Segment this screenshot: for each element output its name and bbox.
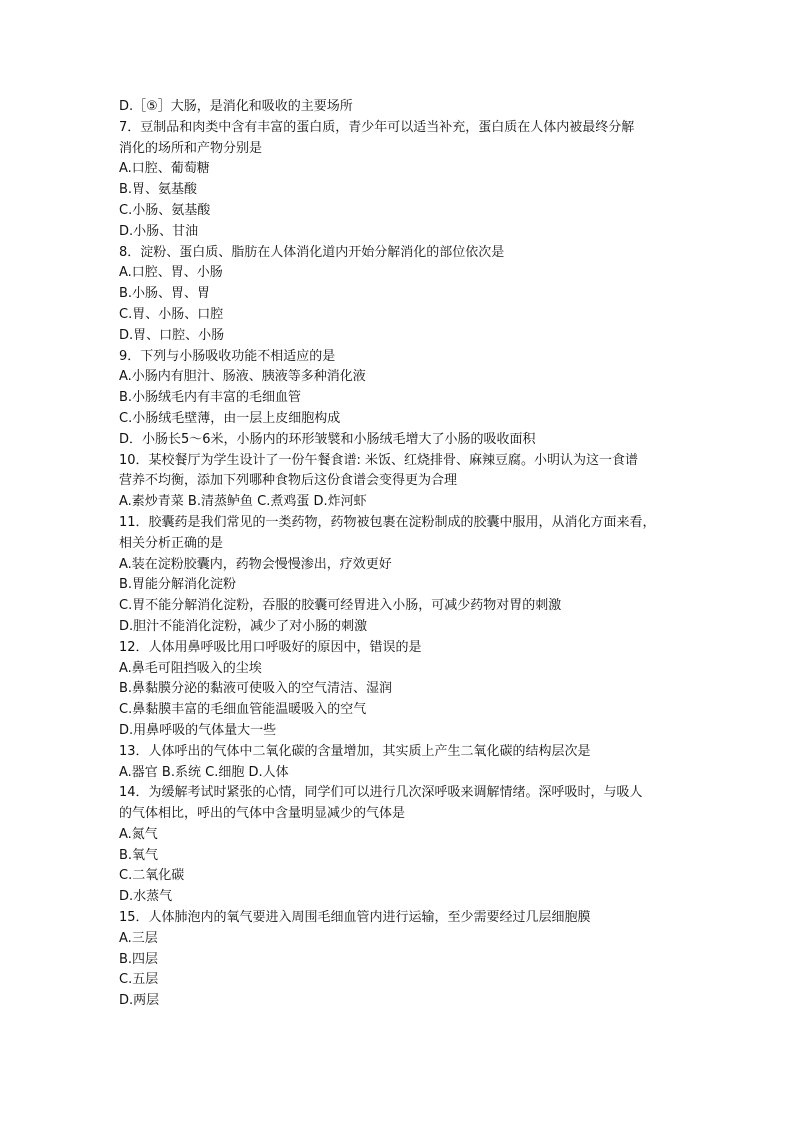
option-line: D.水蒸气 — [119, 889, 173, 905]
question-14-continuation: 的气体相比，呼出的气体中含量明显减少的气体是 — [119, 806, 406, 822]
option-line: A.器官 B.系统 C.细胞 D.人体 — [119, 764, 289, 780]
question-14-line: 14．为缓解考试时紧张的心情，同学们可以进行几次深呼吸来调解情绪。深呼吸时，与吸人 — [119, 785, 643, 801]
option-line: B.鼻黏膜分泌的黏液可使吸入的空气清洁、湿润 — [119, 681, 393, 697]
option-line: B.胃能分解消化淀粉 — [119, 577, 237, 593]
option-line: A.鼻毛可阻挡吸入的尘埃 — [119, 660, 262, 676]
option-line: A.三层 — [119, 930, 158, 946]
question-7-line: 7．豆制品和肉类中含有丰富的蛋白质，青少年可以适当补充，蛋白质在人体内被最终分解 — [119, 119, 635, 135]
option-line: C.胃、小肠、口腔 — [119, 306, 224, 322]
option-line: A.口腔、葡萄糖 — [119, 161, 210, 177]
option-line: B.小肠、胃、胃 — [119, 286, 211, 302]
option-line: D.［⑤］大肠，是消化和吸收的主要场所 — [119, 99, 353, 114]
option-line: D.胃、口腔、小肠 — [119, 327, 225, 343]
option-line: D.两层 — [119, 993, 160, 1009]
option-line: C.鼻黏膜丰富的毛细血管能温暖吸入的空气 — [119, 702, 367, 718]
option-line: A.装在淀粉胶囊内，药物会慢慢渗出，疗效更好 — [119, 556, 392, 572]
question-10-continuation: 营养不均衡，添加下列哪种食物后这份食谱会变得更为合理 — [119, 473, 458, 489]
question-9-line: 9．下列与小肠吸收功能不相适应的是 — [119, 348, 336, 364]
document-content — [119, 97, 679, 1012]
option-line: D.用鼻呼吸的气体量大一些 — [119, 722, 277, 738]
question-12-line: 12．人体用鼻呼吸比用口呼吸好的原因中，错误的是 — [119, 639, 422, 655]
option-line: B.四层 — [119, 951, 159, 967]
question-10-line: 10．某校餐厅为学生设计了一份午餐食谱: 米饭、红烧排骨、麻辣豆腐。小明认为这一食谱 — [119, 452, 639, 468]
option-line: B.氧气 — [119, 847, 159, 863]
option-line: C.小肠绒毛壁薄，由一层上皮细胞构成 — [119, 410, 341, 426]
question-11-continuation: 相关分析正确的是 — [119, 535, 224, 551]
question-7-continuation: 消化的场所和产物分别是 — [119, 140, 263, 156]
question-13-line: 13．人体呼出的气体中二氧化碳的含量增加，其实质上产生二氧化碳的结构层次是 — [119, 743, 591, 759]
question-8-line: 8．淀粉、蛋白质、脂肪在人体消化道内开始分解消化的部位依次是 — [119, 244, 505, 260]
question-11-line: 11．胶囊药是我们常见的一类药物，药物被包裹在淀粉制成的胶囊中服用，从消化方面来看， — [119, 514, 656, 530]
option-line: D．小肠长5～6米，小肠内的环形皱襞和小肠绒毛增大了小肠的吸收面积 — [119, 431, 536, 447]
option-line: D.胆汁不能消化淀粉，减少了对小肠的刺激 — [119, 618, 368, 634]
option-line: B.胃、氨基酸 — [119, 182, 198, 198]
option-line: B.小肠绒毛内有丰富的毛细血管 — [119, 390, 302, 406]
option-line: D.小肠、甘油 — [119, 223, 199, 239]
option-line: C.小肠、氨基酸 — [119, 202, 211, 218]
option-line: A.素炒青菜 B.清蒸鲈鱼 C.煮鸡蛋 D.炸河虾 — [119, 494, 367, 510]
question-15-line: 15．人体肺泡内的氧气要进入周围毛细血管内进行运输，至少需要经过几层细胞膜 — [119, 910, 591, 926]
option-line: A.氮气 — [119, 826, 158, 842]
option-line: A.小肠内有胆汁、肠液、胰液等多种消化液 — [119, 369, 366, 385]
option-line: A.口腔、胃、小肠 — [119, 265, 223, 281]
option-line: C.二氧化碳 — [119, 868, 185, 884]
option-line: C.胃不能分解消化淀粉，吞服的胶囊可经胃进入小肠，可减少药物对胃的刺激 — [119, 598, 562, 614]
option-line: C.五层 — [119, 972, 159, 988]
